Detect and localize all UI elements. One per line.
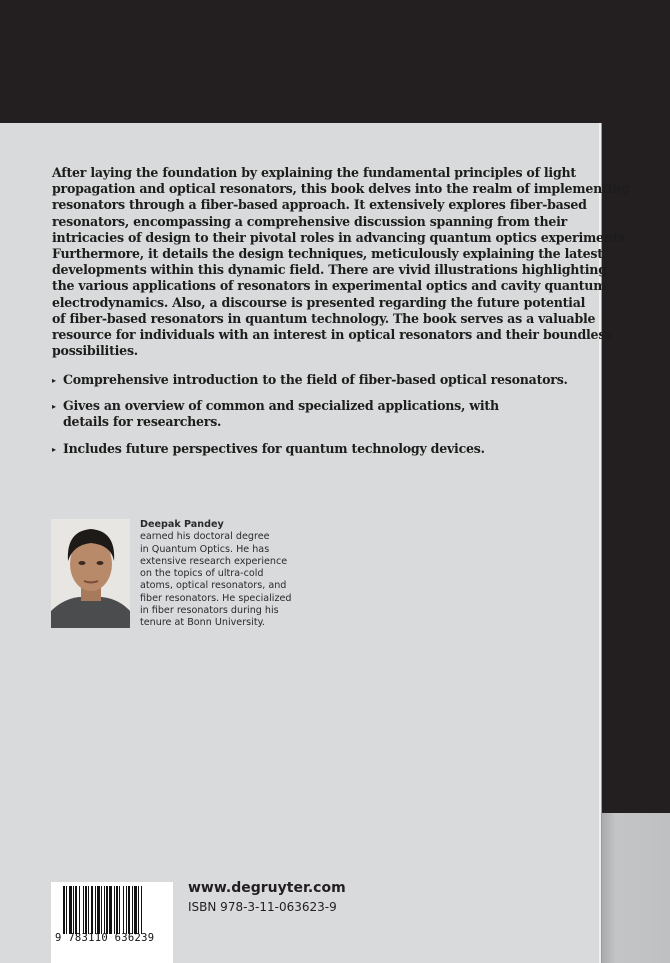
blurb-line: of fiber-based resonators in quantum technology. The book serves as a valuable <box>52 310 596 326</box>
barcode-bar <box>106 886 108 934</box>
barcode-bar <box>138 886 139 934</box>
feature-text: Includes future perspectives for quantum technology devices. <box>63 440 485 456</box>
feature-text: Comprehensive introduction to the field of fiber-based optical resonators. <box>63 372 568 387</box>
barcode-bar <box>123 886 124 934</box>
feature-list <box>52 372 582 467</box>
bio-line: earned his doctoral degree <box>140 531 270 543</box>
barcode-bar <box>75 886 77 934</box>
barcode-bar <box>101 886 102 934</box>
barcode-bar <box>95 886 96 934</box>
bullet-icon: ▸ <box>52 443 56 454</box>
feature-item <box>52 372 582 388</box>
feature-text: Gives an overview of common and specialized applications, with details for researchers. <box>63 398 499 430</box>
publisher-url: www.degruyter.com <box>188 880 346 896</box>
barcode-bar <box>141 886 142 934</box>
blurb-line: Furthermore, it details the design techniques, meticulously explaining the latest <box>52 246 603 262</box>
barcode-bar <box>88 886 89 934</box>
barcode-bar <box>91 886 93 934</box>
bio-line: tenure at Bonn University. <box>140 617 265 629</box>
blurb-line: propagation and optical resonators, this book delves into the realm of implementing <box>52 181 630 197</box>
bio-line: in Quantum Optics. He has <box>140 543 270 555</box>
feature-item <box>52 441 582 457</box>
barcode <box>51 882 173 963</box>
blurb-line: resonators, encompassing a comprehensive discussion spanning from their <box>52 213 568 229</box>
barcode-bar <box>128 886 130 934</box>
author-name: Deepak Pandey <box>140 519 224 530</box>
barcode-bar <box>104 886 105 934</box>
bullet-icon: ▸ <box>52 375 56 385</box>
background-panel <box>602 813 670 963</box>
author-bio <box>140 519 292 630</box>
barcode-bar <box>109 886 112 934</box>
bio-line: on the topics of ultra-cold <box>140 568 264 580</box>
blurb-text <box>52 165 630 359</box>
barcode-bar <box>79 886 80 934</box>
author-photo <box>51 519 130 628</box>
barcode-bar <box>126 886 127 934</box>
blurb-line: resource for individuals with an interest in optical resonators and their boundless <box>52 327 612 343</box>
blurb-line: the various applications of resonators in experimental optics and cavity quantum <box>52 278 607 294</box>
blurb-line: resonators through a fiber-based approach. It extensively explores fiber-based <box>52 197 587 213</box>
barcode-bar <box>69 886 72 934</box>
barcode-bar <box>83 886 84 934</box>
bio-line: extensive research experience <box>140 555 288 567</box>
bio-line: in fiber resonators during his <box>140 605 279 617</box>
bio-line: atoms, optical resonators, and <box>140 580 287 592</box>
blurb-line: After laying the foundation by explaining the fundamental principles of light <box>52 165 576 180</box>
blurb-line: developments within this dynamic field. There are vivid illustrations highlighting <box>52 262 607 278</box>
barcode-bar <box>116 886 118 934</box>
barcode-bar <box>132 886 133 934</box>
feature-item <box>52 398 533 430</box>
barcode-bar <box>119 886 120 934</box>
barcode-bar <box>97 886 100 934</box>
bullet-icon: ▸ <box>52 401 56 412</box>
blurb-line: intricacies of design to their pivotal roles in advancing quantum optics experiments. <box>52 229 630 245</box>
barcode-bar <box>63 886 65 934</box>
barcode-digits: 9 783110 636239 <box>55 932 155 944</box>
barcode-bar <box>134 886 137 934</box>
barcode-bar <box>66 886 67 934</box>
barcode-bar <box>73 886 74 934</box>
barcode-bar <box>114 886 115 934</box>
bio-line: fiber resonators. He specialized <box>140 592 292 604</box>
isbn: ISBN 978-3-11-063623-9 <box>188 900 337 914</box>
blurb-line: electrodynamics. Also, a discourse is presented regarding the future potential <box>52 294 586 310</box>
blurb-line: possibilities. <box>52 343 138 359</box>
barcode-bar <box>85 886 87 934</box>
